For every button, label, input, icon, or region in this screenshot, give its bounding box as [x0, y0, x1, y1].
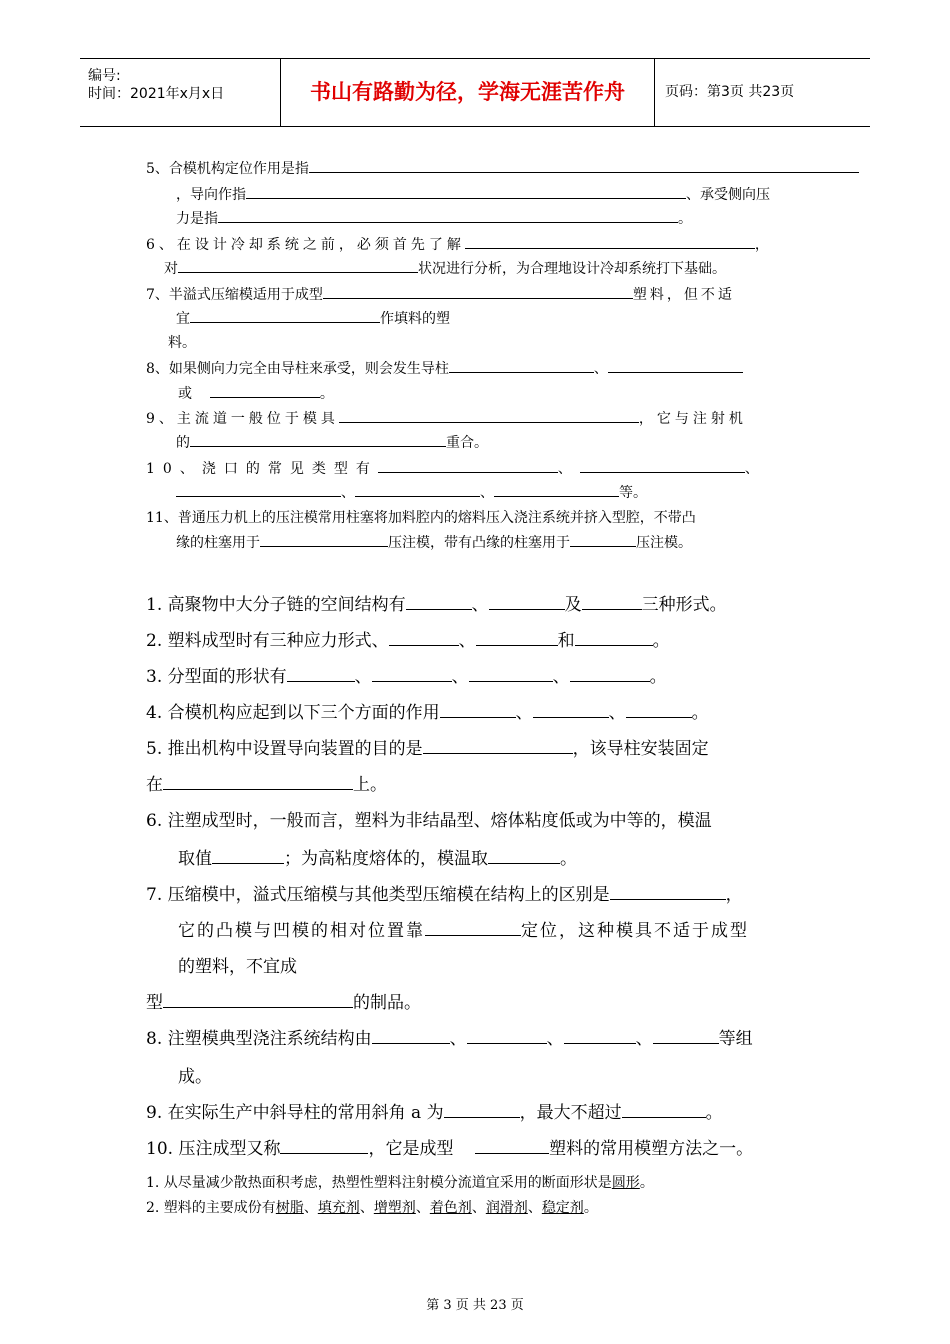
- answer: 圆形: [611, 1175, 640, 1191]
- blank: [449, 358, 594, 373]
- blank: [212, 846, 284, 864]
- s1-q8-line2: 或 。: [178, 383, 334, 403]
- s1-q10-line2: 、 、 等。: [176, 482, 647, 502]
- blank: [653, 1026, 719, 1044]
- page-info: 页码：第3页 共23页: [665, 84, 795, 100]
- answer: 增塑剂: [373, 1200, 416, 1216]
- answer: 树脂: [275, 1200, 304, 1216]
- blank: [570, 532, 636, 547]
- blank: [582, 592, 642, 610]
- blank: [190, 432, 446, 447]
- blank: [355, 482, 480, 497]
- s2-q9: 9. 在实际生产中斜导柱的常用斜角 a 为 ，最大不超过 。: [146, 1098, 723, 1123]
- page-footer: 第 3 页 共 23 页: [426, 1298, 524, 1313]
- blank: [570, 664, 650, 682]
- answer: 填充剂: [317, 1200, 360, 1216]
- s1-q5-line2: ，导向作指 、承受侧向压: [176, 184, 770, 204]
- number-label: 编号:: [88, 68, 121, 84]
- s1-q5-line3: 力是指 。: [176, 208, 692, 228]
- s2-q3: 3. 分型面的形状有 、 、 、 。: [146, 662, 667, 687]
- blank: [178, 258, 418, 273]
- motto: 书山有路勤为径，学海无涯苦作舟: [281, 59, 655, 126]
- blank: [176, 482, 341, 497]
- blank: [163, 772, 353, 790]
- s3-a2: 2. 塑料的主要成份有树脂、填充剂、增塑剂、着色剂、润滑剂、稳定剂。: [146, 1200, 598, 1216]
- s2-q6-line2: 取值 ；为高粘度熔体的，模温取 。: [178, 844, 577, 869]
- s1-q6: 6、在设计冷却系统之前，必须首先了解 ，: [146, 234, 773, 254]
- s2-q8: 8. 注塑模典型浇注系统结构由 、 、 、 等组: [146, 1024, 753, 1049]
- s1-q7: 7、半溢式压缩模适用于成型 塑料，但不适: [146, 284, 735, 304]
- time-label: 时间：2021年x月x日: [88, 86, 225, 102]
- blank: [580, 458, 745, 473]
- s2-q2: 2. 塑料成型时有三种应力形式、 、 和 。: [146, 626, 670, 651]
- blank: [440, 700, 516, 718]
- blank: [210, 383, 320, 398]
- blank: [260, 532, 388, 547]
- s1-q11: 11、普通压力机上的压注模常用柱塞将加料腔内的熔料压入浇注系统并挤入型腔，不带凸: [146, 510, 696, 526]
- answer: 润滑剂: [485, 1200, 528, 1216]
- blank: [489, 592, 565, 610]
- blank: [533, 700, 609, 718]
- s2-q5-line2: 在 上。: [146, 770, 387, 795]
- blank: [406, 592, 472, 610]
- blank: [467, 1026, 547, 1044]
- s2-q7-line3: 的塑料，不宜成: [178, 957, 297, 977]
- blank: [575, 628, 653, 646]
- blank: [476, 628, 558, 646]
- s1-q11-line2: 缘的柱塞用于 压注模，带有凸缘的柱塞用于 压注模。: [176, 532, 692, 552]
- blank: [378, 458, 558, 473]
- answer: 着色剂: [429, 1200, 472, 1216]
- blank: [425, 918, 521, 936]
- blank: [389, 628, 459, 646]
- blank: [465, 234, 755, 249]
- s2-q10: 10. 压注成型又称 ，它是成型 塑料的常用模塑方法之一。: [146, 1134, 753, 1159]
- blank: [622, 1100, 706, 1118]
- blank: [163, 990, 353, 1008]
- s1-q9: 9、主流道一般位于模具 ，它与注射机: [146, 408, 747, 428]
- blank: [280, 1136, 368, 1154]
- blank: [309, 158, 859, 173]
- s2-q5: 5. 推出机构中设置导向装置的目的是 ，该导柱安装固定: [146, 734, 709, 759]
- s2-q1: 1. 高聚物中大分子链的空间结构有 、 及 三种形式。: [146, 590, 727, 615]
- s2-q7: 7. 压缩模中，溢式压缩模与其他类型压缩模在结构上的区别是 ，: [146, 880, 743, 905]
- blank: [218, 208, 678, 223]
- answer: 稳定剂: [541, 1200, 584, 1216]
- blank: [423, 736, 573, 754]
- header-meta: [80, 59, 281, 126]
- blank: [372, 664, 452, 682]
- blank: [469, 664, 553, 682]
- blank: [494, 482, 619, 497]
- blank: [608, 358, 743, 373]
- blank: [488, 846, 560, 864]
- blank: [372, 1026, 450, 1044]
- blank: [475, 1136, 549, 1154]
- s1-q7-line3: 料。: [168, 335, 196, 351]
- s2-q7-line4: 型 的制品。: [146, 988, 421, 1013]
- blank: [610, 882, 726, 900]
- blank: [626, 700, 692, 718]
- header-table: [80, 58, 870, 127]
- s1-q7-line2: 宜 作填料的塑: [176, 308, 450, 328]
- s1-q10: 10、浇口的常见类型有 、 、: [146, 458, 767, 478]
- blank: [339, 408, 639, 423]
- blank: [190, 308, 380, 323]
- blank: [287, 664, 355, 682]
- s3-a1: 1. 从尽量减少散热面积考虑，热塑性塑料注射模分流道宜采用的断面形状是圆形。: [146, 1175, 654, 1191]
- s1-q6-line2: 对 状况进行分析，为合理地设计冷却系统打下基础。: [164, 258, 726, 278]
- s1-q8: 8、如果侧向力完全由导柱来承受，则会发生导柱 、: [146, 358, 743, 378]
- blank: [323, 284, 633, 299]
- s2-q8-line2: 成。: [178, 1067, 212, 1087]
- s1-q5: 5、合模机构定位作用是指: [146, 158, 859, 178]
- blank: [564, 1026, 636, 1044]
- s1-q9-line2: 的 重合。: [176, 432, 488, 452]
- s2-q7-line2: 它的凸模与凹模的相对位置靠 定位，这种模具不适于成型: [178, 916, 749, 941]
- blank: [246, 184, 686, 199]
- s2-q6: 6. 注塑成型时，一般而言，塑料为非结晶型、熔体粘度低或为中等的，模温: [146, 811, 712, 831]
- s2-q4: 4. 合模机构应起到以下三个方面的作用 、 、 。: [146, 698, 709, 723]
- blank: [444, 1100, 520, 1118]
